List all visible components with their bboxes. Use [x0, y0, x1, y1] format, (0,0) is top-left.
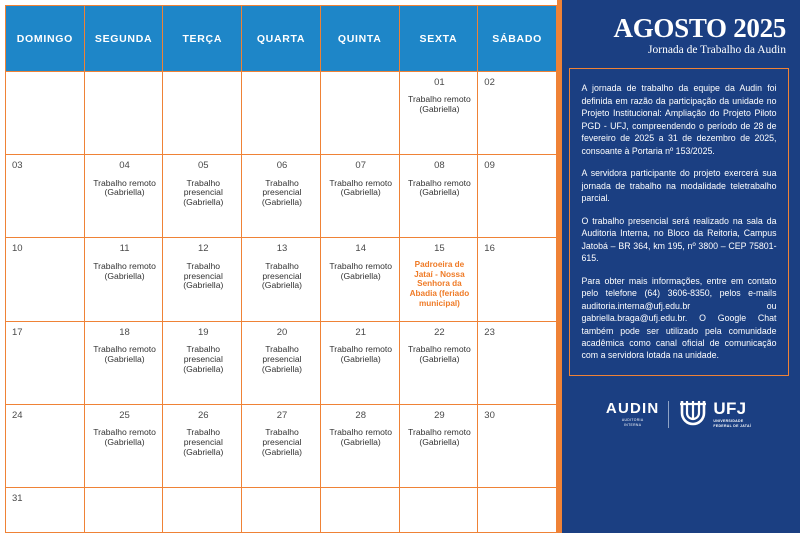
holiday-note: Padroeira de Jataí - Nossa Senhora da Abadia (feriado municipal) [409, 259, 470, 308]
panel-subtitle: Jornada de Trabalho da Audin [648, 44, 786, 57]
ufj-subtitle: UNIVERSIDADE FEDERAL DE JATAÍ [713, 419, 752, 428]
day-number: 18 [119, 326, 130, 338]
work-mode-note: Trabalho presencial (Gabriella) [183, 427, 224, 457]
day-number: 24 [12, 409, 23, 421]
day-number: 04 [119, 160, 130, 172]
day-number: 20 [276, 326, 288, 338]
calendar-day-cell[interactable] [85, 72, 164, 155]
weekday-header-4: QUINTA [321, 6, 400, 72]
calendar-day-cell[interactable] [163, 488, 242, 533]
calendar-day-cell[interactable] [242, 488, 321, 533]
calendar-day-cell[interactable] [321, 405, 400, 488]
work-mode-note: Trabalho remoto (Gabriella) [329, 177, 393, 198]
day-number: 25 [119, 409, 130, 421]
work-mode-note: Trabalho remoto (Gabriella) [93, 260, 156, 281]
calendar-day-cell[interactable] [242, 238, 321, 321]
work-mode-note: Trabalho remoto (Gabriella) [329, 344, 393, 364]
calendar-day-cell[interactable] [400, 72, 479, 155]
work-mode-note: Trabalho remoto (Gabriella) [93, 177, 156, 198]
calendar-day-cell[interactable] [478, 238, 557, 321]
day-number: 27 [276, 409, 288, 421]
calendar-day-cell[interactable] [321, 488, 400, 533]
day-number: 23 [484, 326, 495, 338]
calendar-day-cell[interactable] [6, 488, 85, 533]
calendar-day-cell[interactable] [478, 488, 557, 533]
work-mode-note: Trabalho remoto (Gabriella) [408, 94, 471, 115]
info-paragraph-3: Para obter mais informações, entre em contato pelo telefone (64) 3606-8350, pelos e-mails auditoria.interna@ufj.edu.br ou gabriella.braga@ufj.edu.br. O Google Chat também pode ser utilizado pela comunidade acadêmica como canal oficial de comunicação com a servidora lotada na unidade. [581, 275, 777, 361]
calendar-day-cell[interactable] [85, 488, 164, 533]
ufj-text-column [713, 400, 751, 428]
work-mode-note: Trabalho remoto (Gabriella) [329, 427, 393, 448]
audin-wordmark: AUDIN [605, 400, 660, 418]
calendar-day-cell[interactable] [478, 72, 557, 155]
audin-subtitle: AUDITORIA INTERNA [621, 418, 644, 427]
calendar-day-cell[interactable] [321, 72, 400, 155]
work-mode-note: Trabalho remoto (Gabriella) [408, 427, 471, 448]
calendar-day-cell[interactable] [6, 322, 85, 405]
calendar-grid [5, 5, 557, 533]
calendar-day-cell[interactable] [163, 405, 242, 488]
ufj-shield-icon [678, 398, 708, 431]
day-number: 30 [484, 409, 495, 421]
day-number: 08 [434, 160, 445, 172]
calendar-day-cell[interactable] [242, 322, 321, 405]
calendar-day-cell[interactable] [478, 405, 557, 488]
day-number: 11 [119, 243, 130, 255]
day-number: 06 [276, 160, 288, 172]
weekday-header-2: TERÇA [163, 6, 242, 72]
work-mode-note: Trabalho remoto (Gabriella) [93, 344, 156, 364]
calendar-day-cell[interactable] [400, 322, 479, 405]
day-number: 03 [12, 160, 23, 172]
ufj-logo [678, 398, 751, 431]
day-number: 28 [355, 409, 366, 421]
panel-accent-stripe [557, 0, 562, 533]
calendar-day-cell[interactable] [478, 155, 557, 238]
calendar-day-cell[interactable] [242, 155, 321, 238]
info-paragraph-2: O trabalho presencial será realizado na sala da Auditoria Interna, no Bloco da Reitoria, Campus Jatobá – BR 364, km 195, nº 3800 – CEP 75801-615. [581, 215, 777, 264]
calendar-day-cell[interactable] [163, 155, 242, 238]
day-number: 15 [434, 243, 445, 255]
day-number: 10 [12, 243, 23, 255]
day-number: 13 [276, 243, 288, 255]
work-mode-note: Trabalho presencial (Gabriella) [261, 177, 303, 208]
info-panel [557, 0, 800, 533]
day-number: 01 [434, 77, 445, 88]
info-paragraph-0: A jornada de trabalho da equipe da Audin foi definida em razão da participação da unidade no Projeto Institucional: Ampliação do Projeto Piloto PGD - UFJ, compreendendo o período de 28 de fevereiro de 2025 a 31 de dezembro de 2025, consoante à Portaria nº 153/2025. [581, 83, 777, 156]
panel-header [557, 0, 800, 66]
calendar-day-cell[interactable] [6, 72, 85, 155]
logo-row [557, 398, 800, 431]
info-textbox [569, 68, 789, 376]
work-mode-note: Trabalho presencial (Gabriella) [183, 260, 224, 291]
work-mode-note: Trabalho remoto (Gabriella) [93, 427, 156, 448]
info-paragraph-1: A servidora participante do projeto exercerá sua jornada de trabalho na modalidade teletrabalho parcial. [581, 168, 777, 204]
ufj-wordmark: UFJ [713, 399, 747, 419]
weekday-header-3: QUARTA [242, 6, 321, 72]
work-mode-note: Trabalho remoto (Gabriella) [408, 177, 471, 198]
day-number: 31 [12, 492, 23, 504]
day-number: 05 [197, 160, 209, 172]
calendar-day-cell[interactable] [85, 322, 164, 405]
work-mode-note: Trabalho remoto (Gabriella) [408, 344, 471, 364]
calendar-day-cell[interactable] [242, 72, 321, 155]
day-number: 17 [12, 326, 23, 338]
panel-title: AGOSTO 2025 [613, 13, 786, 43]
calendar-day-cell[interactable] [85, 238, 164, 321]
weekday-header-6: SÁBADO [478, 6, 557, 72]
day-number: 09 [484, 160, 495, 172]
day-number: 07 [355, 160, 366, 172]
day-number: 26 [197, 409, 209, 421]
day-number: 19 [197, 326, 209, 338]
calendar-day-cell[interactable] [400, 488, 479, 533]
calendar-day-cell[interactable] [163, 238, 242, 321]
calendar-day-cell[interactable] [321, 155, 400, 238]
weekday-header-5: SEXTA [400, 6, 479, 72]
work-mode-note: Trabalho presencial (Gabriella) [261, 427, 303, 457]
work-mode-note: Trabalho remoto (Gabriella) [329, 260, 393, 281]
calendar-day-cell[interactable] [400, 405, 479, 488]
day-number: 29 [434, 409, 445, 421]
calendar-day-cell[interactable] [163, 322, 242, 405]
calendar-day-cell[interactable] [400, 155, 479, 238]
day-number: 02 [484, 77, 495, 88]
calendar-day-cell[interactable] [6, 238, 85, 321]
calendar-day-cell[interactable] [163, 72, 242, 155]
day-number: 14 [355, 243, 366, 255]
calendar-day-cell[interactable] [400, 238, 479, 321]
audin-logo [606, 401, 660, 427]
weekday-header-0: DOMINGO [6, 6, 85, 72]
day-number: 12 [197, 243, 209, 255]
day-number: 22 [434, 326, 445, 338]
calendar-day-cell[interactable] [85, 155, 164, 238]
work-mode-note: Trabalho presencial (Gabriella) [183, 177, 224, 208]
calendar-day-cell[interactable] [242, 405, 321, 488]
work-mode-note: Trabalho presencial (Gabriella) [183, 344, 224, 374]
calendar-day-cell[interactable] [321, 238, 400, 321]
weekday-header-1: SEGUNDA [85, 6, 164, 72]
work-mode-note: Trabalho presencial (Gabriella) [261, 260, 303, 291]
logo-divider [668, 401, 669, 428]
day-number: 16 [484, 243, 495, 255]
calendar-day-cell[interactable] [321, 322, 400, 405]
calendar-day-cell[interactable] [478, 322, 557, 405]
day-number: 21 [355, 326, 366, 338]
work-mode-note: Trabalho presencial (Gabriella) [261, 344, 303, 374]
calendar-day-cell[interactable] [6, 155, 85, 238]
calendar-day-cell[interactable] [6, 405, 85, 488]
calendar-day-cell[interactable] [85, 405, 164, 488]
